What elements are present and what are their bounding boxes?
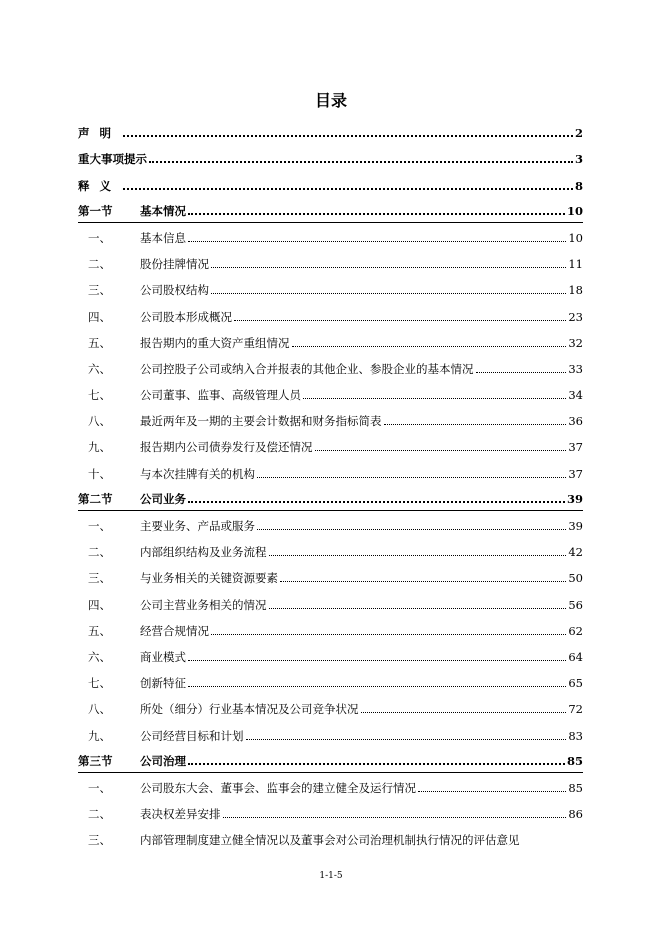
toc-entry-page: 83 bbox=[568, 728, 583, 743]
toc-entry[interactable] bbox=[78, 589, 583, 615]
toc-entry-page: 8 bbox=[574, 178, 583, 193]
toc-entry-number: 一、 bbox=[88, 780, 111, 795]
toc-entry-label: 公司股本形成概况 bbox=[140, 309, 232, 324]
toc-entry[interactable] bbox=[78, 301, 583, 327]
toc-entry[interactable] bbox=[78, 432, 583, 458]
toc-entry[interactable] bbox=[78, 354, 583, 380]
toc-dot-leader bbox=[211, 292, 566, 294]
toc-entry-number: 第三节 bbox=[78, 753, 113, 768]
toc-entry-page: 85 bbox=[566, 753, 583, 768]
toc-dot-leader bbox=[188, 212, 565, 215]
toc-entry[interactable] bbox=[78, 642, 583, 668]
toc-entry-page: 10 bbox=[568, 230, 583, 245]
toc-entry[interactable] bbox=[78, 694, 583, 720]
toc-entry-number: 八、 bbox=[88, 702, 111, 717]
toc-entry-page: 62 bbox=[568, 623, 583, 638]
toc-entry-page: 3 bbox=[574, 152, 583, 167]
toc-entry[interactable] bbox=[78, 773, 583, 799]
toc-dot-leader bbox=[188, 500, 565, 503]
toc-entry[interactable] bbox=[78, 197, 583, 223]
toc-entry[interactable] bbox=[78, 616, 583, 642]
toc-entry-label: 内部管理制度建立健全情况以及董事会对公司治理机制执行情况的评估意见 bbox=[140, 833, 520, 848]
toc-entry-page: 37 bbox=[568, 440, 583, 455]
toc-entry[interactable] bbox=[78, 537, 583, 563]
toc-entry-number: 九、 bbox=[88, 440, 111, 455]
toc-entry[interactable] bbox=[78, 328, 583, 354]
toc-dot-leader bbox=[223, 816, 567, 818]
toc-entry-page: 10 bbox=[566, 203, 583, 218]
toc-entry-number: 三、 bbox=[88, 833, 111, 848]
toc-entry-number: 第二节 bbox=[78, 491, 113, 506]
toc-entry-number: 三、 bbox=[88, 571, 111, 586]
toc-entry-number: 二、 bbox=[88, 257, 111, 272]
toc-entry-label: 基本信息 bbox=[140, 230, 186, 245]
toc-dot-leader bbox=[384, 423, 567, 425]
toc-entry-page: 50 bbox=[568, 571, 583, 586]
toc-entry-number: 一、 bbox=[88, 230, 111, 245]
toc-entry-number: 五、 bbox=[88, 335, 111, 350]
toc-entry-label: 基本情况 bbox=[140, 203, 186, 218]
toc-entry-page: 56 bbox=[568, 597, 583, 612]
toc-entry-page: 2 bbox=[574, 126, 583, 141]
toc-entry-label: 公司股东大会、董事会、监事会的建立健全及运行情况 bbox=[140, 780, 416, 795]
toc-entry-page: 23 bbox=[568, 309, 583, 324]
toc-entry-number: 八、 bbox=[88, 414, 111, 429]
toc-entry-number: 四、 bbox=[88, 309, 111, 324]
toc-dot-leader bbox=[257, 528, 566, 530]
toc-entry[interactable] bbox=[78, 458, 583, 484]
toc-entry-label: 与业务相关的关键资源要素 bbox=[140, 571, 278, 586]
toc-entry-page: 39 bbox=[566, 491, 583, 506]
toc-entry[interactable] bbox=[78, 275, 583, 301]
toc-entry-label: 最近两年及一期的主要会计数据和财务指标简表 bbox=[140, 414, 382, 429]
table-of-contents bbox=[78, 118, 583, 851]
toc-entry-label: 声明 bbox=[78, 126, 121, 141]
toc-entry-label: 主要业务、产品或服务 bbox=[140, 519, 255, 533]
toc-entry-label: 内部组织结构及业务流程 bbox=[140, 545, 267, 560]
toc-entry[interactable] bbox=[78, 170, 583, 196]
toc-entry-page: 37 bbox=[568, 466, 583, 481]
toc-entry-label: 经营合规情况 bbox=[140, 623, 209, 638]
toc-entry-number: 二、 bbox=[88, 807, 111, 822]
toc-entry-label: 公司董事、监事、高级管理人员 bbox=[140, 388, 301, 403]
toc-entry-number: 二、 bbox=[88, 545, 111, 560]
toc-dot-leader bbox=[361, 711, 567, 713]
toc-entry-label: 表决权差异安排 bbox=[140, 807, 221, 822]
toc-entry-page: 64 bbox=[568, 649, 583, 664]
toc-dot-leader bbox=[188, 659, 566, 661]
toc-entry-label: 商业模式 bbox=[140, 649, 186, 664]
toc-dot-leader bbox=[123, 187, 573, 190]
toc-entry-number: 第一节 bbox=[78, 203, 113, 218]
toc-dot-leader bbox=[315, 449, 567, 451]
toc-entry-page: 36 bbox=[568, 414, 583, 429]
toc-entry-label: 重大事项提示 bbox=[78, 152, 147, 167]
toc-entry-number: 五、 bbox=[88, 623, 111, 638]
toc-entry-number: 六、 bbox=[88, 649, 111, 664]
toc-entry-page: 18 bbox=[568, 283, 583, 298]
toc-entry-page: 42 bbox=[568, 545, 583, 560]
toc-dot-leader bbox=[418, 790, 566, 792]
toc-entry-page: 86 bbox=[568, 807, 583, 822]
toc-entry-label: 股份挂牌情况 bbox=[140, 257, 209, 272]
toc-entry-number: 三、 bbox=[88, 283, 111, 298]
toc-entry-number: 七、 bbox=[88, 676, 111, 691]
toc-entry-label: 所处（细分）行业基本情况及公司竞争状况 bbox=[140, 702, 359, 717]
toc-dot-leader bbox=[211, 266, 566, 268]
toc-dot-leader bbox=[246, 738, 567, 740]
toc-dot-leader bbox=[188, 685, 566, 687]
toc-dot-leader bbox=[188, 762, 565, 765]
toc-entry[interactable] bbox=[78, 799, 583, 825]
toc-entry[interactable] bbox=[78, 406, 583, 432]
toc-entry-page: 11 bbox=[568, 257, 583, 272]
toc-entry[interactable] bbox=[78, 118, 583, 144]
toc-entry[interactable] bbox=[78, 380, 583, 406]
toc-dot-leader bbox=[234, 319, 566, 321]
page-title: 目录 bbox=[314, 91, 347, 110]
toc-entry[interactable] bbox=[78, 485, 583, 511]
toc-dot-leader bbox=[211, 633, 566, 635]
toc-entry[interactable] bbox=[78, 668, 583, 694]
toc-entry-label: 释义 bbox=[78, 178, 121, 193]
toc-dot-leader bbox=[257, 476, 566, 478]
toc-entry-page: 33 bbox=[568, 361, 583, 376]
toc-dot-leader bbox=[269, 554, 567, 556]
toc-dot-leader bbox=[303, 397, 566, 399]
toc-entry[interactable] bbox=[78, 825, 583, 851]
toc-entry[interactable] bbox=[78, 223, 583, 249]
toc-entry-page: 32 bbox=[568, 335, 583, 350]
toc-entry-label: 创新特征 bbox=[140, 676, 186, 691]
toc-entry-label: 公司业务 bbox=[140, 491, 186, 506]
toc-dot-leader bbox=[149, 160, 573, 163]
toc-entry-number: 一、 bbox=[88, 519, 111, 533]
toc-entry-number: 十、 bbox=[88, 466, 111, 481]
toc-entry-label: 报告期内公司债券发行及偿还情况 bbox=[140, 440, 313, 455]
toc-entry[interactable] bbox=[78, 249, 583, 275]
toc-entry-number: 四、 bbox=[88, 597, 111, 612]
toc-entry[interactable] bbox=[78, 563, 583, 589]
toc-entry-page: 85 bbox=[568, 780, 583, 795]
toc-entry-page: 65 bbox=[568, 676, 583, 691]
toc-entry-page: 72 bbox=[568, 702, 583, 717]
toc-entry-label: 公司控股子公司或纳入合并报表的其他企业、参股企业的基本情况 bbox=[140, 361, 474, 376]
toc-dot-leader bbox=[476, 371, 567, 373]
toc-dot-leader bbox=[292, 345, 567, 347]
toc-entry-number: 六、 bbox=[88, 361, 111, 376]
toc-entry[interactable] bbox=[78, 720, 583, 746]
toc-dot-leader bbox=[123, 134, 573, 137]
toc-entry-page: 34 bbox=[568, 388, 583, 403]
toc-entry[interactable] bbox=[78, 747, 583, 773]
toc-entry-label: 与本次挂牌有关的机构 bbox=[140, 466, 255, 481]
toc-entry-label: 报告期内的重大资产重组情况 bbox=[140, 335, 290, 350]
toc-entry-label: 公司治理 bbox=[140, 753, 186, 768]
toc-entry-label: 公司主营业务相关的情况 bbox=[140, 597, 267, 612]
toc-entry[interactable] bbox=[78, 144, 583, 170]
toc-entry-label: 公司股权结构 bbox=[140, 283, 209, 298]
toc-entry-label: 公司经营目标和计划 bbox=[140, 728, 244, 743]
toc-entry-page: 39 bbox=[568, 519, 583, 533]
toc-dot-leader bbox=[188, 240, 566, 242]
toc-entry-number: 九、 bbox=[88, 728, 111, 743]
toc-entry[interactable] bbox=[78, 511, 583, 537]
toc-dot-leader bbox=[280, 580, 566, 582]
toc-entry-number: 七、 bbox=[88, 388, 111, 403]
page-footer: 1-1-5 bbox=[319, 871, 343, 881]
toc-dot-leader bbox=[269, 607, 567, 609]
